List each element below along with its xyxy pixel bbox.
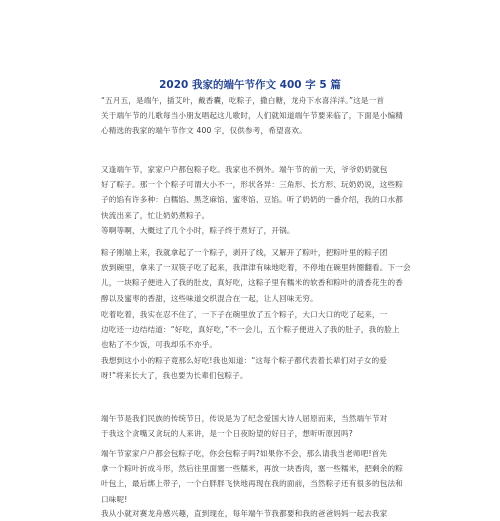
text-line: 我从小就对赛龙舟感兴趣，直到现在，每年端午节我都要和我的爸爸妈妈一起去我家 xyxy=(101,509,388,518)
text-line: 也粘了不少饭，可我却乐不亦乎。 xyxy=(101,340,218,350)
text-line: 粽子刚端上来，我就拿起了一个粽子，剥开了线，又解开了粽叶，把粽叶里的粽子团 xyxy=(101,248,388,257)
text-line: 关于端午节的儿歌每当小朋友唱起这儿歌时，人们就知道端午节要来临了，下面是小编精 xyxy=(101,111,404,121)
text-line: 心精选的我家的端午节作文 400 字，仅供参考，希望喜欢。 xyxy=(101,126,307,136)
paragraph xyxy=(86,506,416,521)
text-line: 又逢端午节，家家户户都包粽子吃。我家也不例外。端午节的前一天，爷爷奶奶就包 xyxy=(101,165,388,174)
text-line: 醇以及蜜枣的香甜，这些味道交织混合在一起，让人回味无穷。 xyxy=(101,293,318,303)
text-line: 等啊等啊，大概过了几个小时，粽子终于煮好了，开锅。 xyxy=(101,226,295,235)
paragraph xyxy=(86,411,416,441)
text-line: 儿，一块粽子便进入了我的肚皮，真好吃，这粽子里有糯米的软香和粽叶的清香花生的香 xyxy=(101,278,404,288)
text-line: 吃着吃着，我实在忍不住了，一下子在碗里放了五个粽子，大口大口的吃了起来，一 xyxy=(101,310,388,319)
text-line: 口味呢! xyxy=(101,494,128,504)
paragraph xyxy=(86,162,416,223)
paragraph xyxy=(86,223,416,238)
paragraph xyxy=(86,446,416,507)
text-line: 放到碗里，拿来了一双筷子吃了起来，我津津有味地吃着，不停地在碗里转圈翻看。下一会 xyxy=(101,263,411,273)
text-line: 拿一个粽叶折成斗形，然后往里面塞一些糯米，再放一块香肉，塞一些糯米，把剩余的粽 xyxy=(101,464,404,474)
paragraph xyxy=(86,307,416,353)
text-line: 我想到这小小的粽子竟那么好吃!我也知道：“这每个粽子都代表着长辈们对子女的爱 xyxy=(101,356,388,365)
text-line: 好了粽子。那一个个粽子可谓大小不一，形状各异：三角形、长方形、玩奶奶说，这些粽 xyxy=(101,180,404,190)
paragraph xyxy=(86,353,416,383)
paragraph xyxy=(86,245,416,306)
text-line: 边吃还一边结结道：“好吃，真好吃，”不一会儿，五个粽子便进入了我的肚子，我的脸上 xyxy=(101,325,400,335)
text-line: 端午节家家户户都会包粽子吃，你会包粽子吗?如果你不会，那么请我当老师吧!首先 xyxy=(101,449,388,458)
text-line: 快流出来了，忙让奶奶煮粽子。 xyxy=(101,210,210,220)
text-line: 端午节是我们民族的传统节日，传说是为了纪念爱国大诗人屈原而来，当然端午节对 xyxy=(101,414,388,423)
text-line: 子的馅有许多种：白糯馅、黑芝麻馅、蜜枣馅、豆馅。听了奶奶的一番介绍，我的口水都 xyxy=(101,195,404,205)
text-line: “五月五，是端午，插艾叶，戴香囊，吃粽子，撒白糖，龙舟下水喜洋洋。”这是一首 xyxy=(101,96,385,105)
text-line: 叶包上，最后绑上带子，一个白胖胖飞快地再现在我的面前，当然粽子还有很多的包法和 xyxy=(101,479,404,489)
text-line: 呀!”将来长大了，我也要为长辈们包粽子。 xyxy=(101,371,248,381)
document-title: 2020 我家的端午节作文 400 字 5 篇 xyxy=(159,79,341,91)
text-line: 于我这个贪嘴又贪玩的人来讲，是一个日夜盼望的好日子，想听听原因吗? xyxy=(101,429,353,439)
paragraph-intro xyxy=(86,93,416,139)
